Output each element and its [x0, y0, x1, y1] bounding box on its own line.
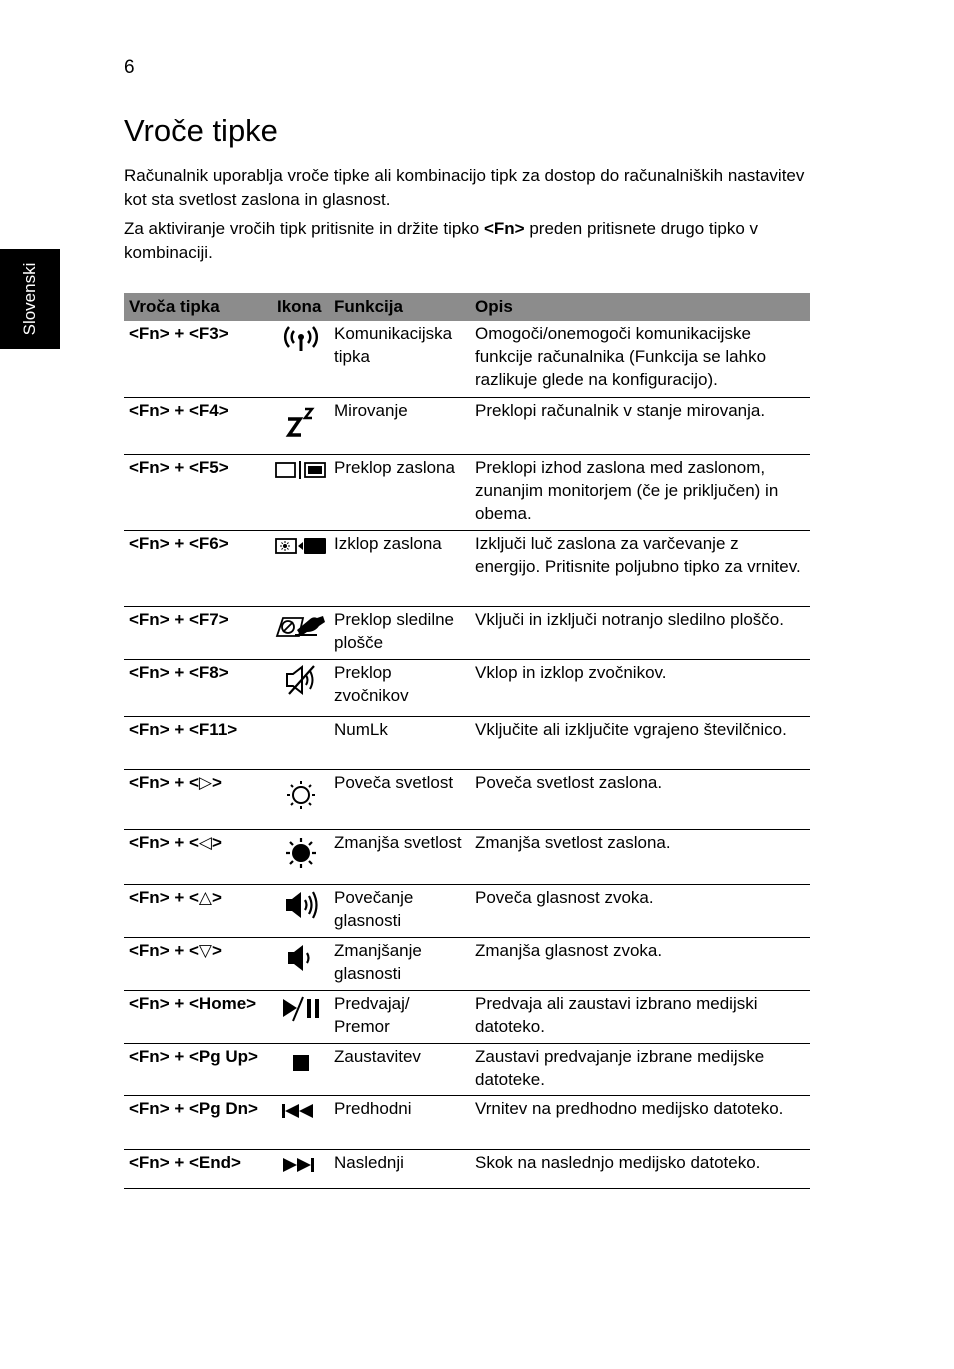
table-row: [124, 1043, 810, 1095]
function-cell: Zmanjša svetlost: [329, 829, 470, 884]
description-cell: Vklop in izklop zvočnikov.: [470, 659, 810, 716]
hotkey-cell: <Fn> + <F7>: [124, 606, 272, 659]
function-cell: Preklop sledilne plošče: [329, 606, 470, 659]
header-description: Opis: [470, 293, 810, 321]
volume-down-icon: [281, 941, 321, 975]
table-row: [124, 884, 810, 937]
description-cell: Preklopi računalnik v stanje mirovanja.: [470, 397, 810, 454]
description-cell: Vključi in izključi notranjo sledilno ploščo.: [470, 606, 810, 659]
hotkey-cell: <Fn> + <F6>: [124, 530, 272, 606]
header-icon: Ikona: [272, 293, 329, 321]
function-cell: Mirovanje: [329, 397, 470, 454]
hotkey-cell: <Fn> + <Pg Up>: [124, 1043, 272, 1095]
hotkey-cell: <Fn> + <F11>: [124, 716, 272, 769]
volume-up-icon: [281, 888, 321, 922]
table-row: [124, 769, 810, 829]
intro-paragraph-2: [124, 217, 814, 265]
description-cell: Zaustavi predvajanje izbrane medijske datoteke.: [470, 1043, 810, 1095]
hotkey-cell: <Fn> + <F3>: [124, 321, 272, 397]
function-cell: NumLk: [329, 716, 470, 769]
wireless-icon: [281, 324, 321, 354]
function-cell: Povečanje glasnosti: [329, 884, 470, 937]
hotkey-cell: <Fn> + <Pg Dn>: [124, 1095, 272, 1149]
function-cell: Izklop zaslona: [329, 530, 470, 606]
display-toggle-icon: [273, 458, 329, 482]
hotkey-cell: <Fn> + <◁>: [124, 829, 272, 884]
side-tab-label: Slovenski: [20, 262, 39, 336]
table-row: [124, 454, 810, 530]
function-cell: Zmanjšanje glasnosti: [329, 937, 470, 990]
description-cell: Predvaja ali zaustavi izbrano medijski datoteko.: [470, 990, 810, 1043]
description-cell: Omogoči/onemogoči komunikacijske funkcije računalnika (Funkcija se lahko razlikuje glede na konfiguracijo).: [470, 321, 810, 397]
page-number: 6: [124, 57, 135, 78]
play-pause-icon: [277, 994, 325, 1024]
function-cell: Predhodni: [329, 1095, 470, 1149]
description-cell: Zmanjša svetlost zaslona.: [470, 829, 810, 884]
description-cell: Skok na naslednjo medijsko datoteko.: [470, 1149, 810, 1188]
table-row: [124, 321, 810, 397]
table-row: [124, 937, 810, 990]
table-row: [124, 990, 810, 1043]
header-hotkey: Vroča tipka: [124, 293, 272, 321]
hotkey-cell: <Fn> + <▷>: [124, 769, 272, 829]
table-row: [124, 1149, 810, 1188]
hotkey-cell: <Fn> + <▽>: [124, 937, 272, 990]
description-cell: Vključite ali izključite vgrajeno številčnico.: [470, 716, 810, 769]
hotkey-cell: <Fn> + <F8>: [124, 659, 272, 716]
description-cell: Poveča glasnost zvoka.: [470, 884, 810, 937]
touchpad-toggle-icon: [273, 610, 329, 642]
function-cell: Predvajaj/ Premor: [329, 990, 470, 1043]
function-cell: Naslednji: [329, 1149, 470, 1188]
brightness-up-icon: [281, 773, 321, 813]
function-cell: Preklop zaslona: [329, 454, 470, 530]
function-cell: Komunikacijska tipka: [329, 321, 470, 397]
table-row: [124, 530, 810, 606]
function-cell: Poveča svetlost: [329, 769, 470, 829]
sleep-icon: [281, 401, 321, 441]
stop-icon: [281, 1047, 321, 1075]
table-row: [124, 829, 810, 884]
description-cell: Poveča svetlost zaslona.: [470, 769, 810, 829]
description-cell: Izključi luč zaslona za varčevanje z energijo. Pritisnite poljubno tipko za vrnitev.: [470, 530, 810, 606]
hotkeys-table: [124, 293, 810, 1189]
table-row: [124, 397, 810, 454]
header-function: Funkcija: [329, 293, 470, 321]
table-row: [124, 716, 810, 769]
previous-icon: [277, 1099, 325, 1123]
hotkey-cell: <Fn> + <End>: [124, 1149, 272, 1188]
intro-paragraph-1: Računalnik uporablja vroče tipke ali kombinacijo tipk za dostop do računalniških nastavitev kot sta svetlost zaslona in glasnost.: [124, 166, 805, 209]
table-row: [124, 1095, 810, 1149]
language-side-tab: [0, 249, 60, 349]
description-cell: Vrnitev na predhodno medijsko datoteko.: [470, 1095, 810, 1149]
hotkey-cell: <Fn> + <△>: [124, 884, 272, 937]
table-row: [124, 659, 810, 716]
function-cell: Zaustavitev: [329, 1043, 470, 1095]
description-cell: Zmanjša glasnost zvoka.: [470, 937, 810, 990]
description-cell: Preklopi izhod zaslona med zaslonom, zunanjim monitorjem (če je priključen) in obema.: [470, 454, 810, 530]
display-off-icon: [273, 534, 329, 558]
hotkey-cell: <Fn> + <F4>: [124, 397, 272, 454]
brightness-down-icon: [281, 833, 321, 873]
hotkey-cell: <Fn> + <Home>: [124, 990, 272, 1043]
hotkey-cell: <Fn> + <F5>: [124, 454, 272, 530]
next-icon: [277, 1153, 325, 1177]
page-title: Vroče tipke: [124, 113, 278, 148]
intro2-text-start: Za aktiviranje vročih tipk pritisnite in držite tipko: [124, 219, 484, 238]
table-row: [124, 606, 810, 659]
intro2-text-end: preden pritisnete drugo tipko v kombinaciji.: [124, 219, 759, 262]
intro2-fn-key: <Fn>: [483, 219, 525, 238]
table-header-row: [124, 293, 810, 321]
speaker-mute-icon: [281, 663, 321, 697]
function-cell: Preklop zvočnikov: [329, 659, 470, 716]
